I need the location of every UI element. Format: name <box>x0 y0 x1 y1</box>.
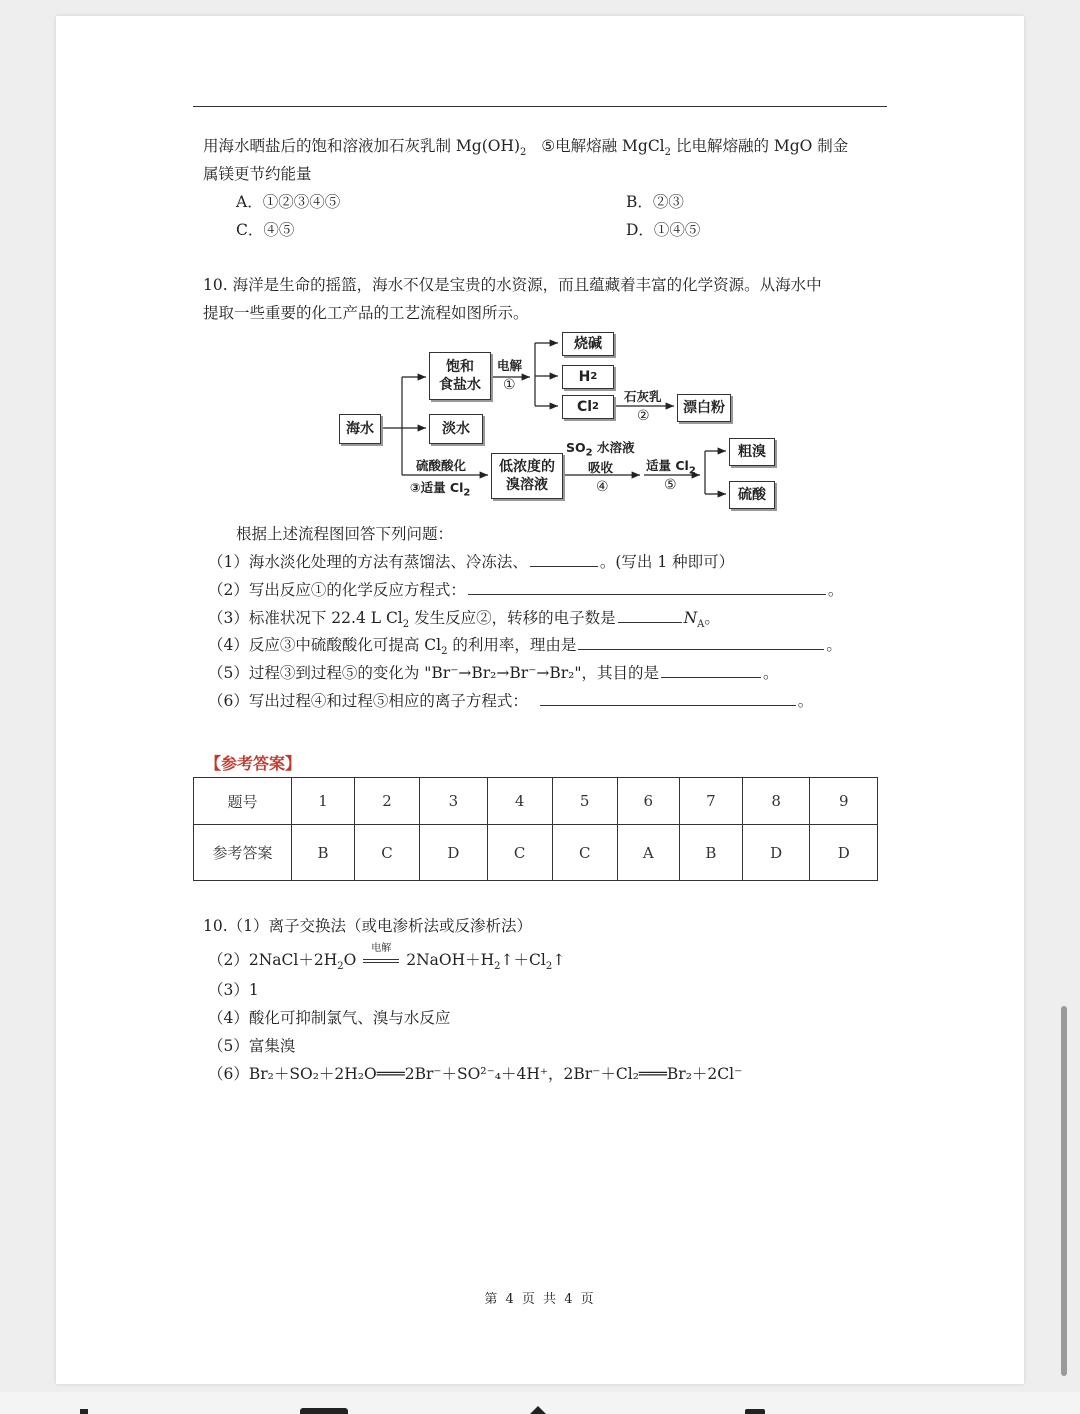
number-cell: 7 <box>679 778 742 825</box>
answer-cell: D <box>420 825 488 881</box>
number-cell: 8 <box>742 778 810 825</box>
answer-value-row <box>194 825 878 881</box>
answer-cell: C <box>552 825 617 881</box>
box-freshwater: 淡水 <box>429 414 483 444</box>
question-3: （3）标准状况下 22.4 L $Cl_2$ 发生反应②，转移的电子数是 $N_A$。 <box>208 609 720 631</box>
question-1: （1）海水淡化处理的方法有蒸馏法、冷冻法、 。(写出 1 种即可） <box>208 553 735 571</box>
answer-header-row <box>194 778 878 825</box>
header-label-cell: 题号 <box>194 778 292 825</box>
question-2: （2）写出反应①的化学反应方程式： 。 <box>208 581 844 599</box>
label-acidify: 硫酸酸化 <box>416 458 467 473</box>
label-so2-solution: $SO_2$ 水溶液 <box>566 440 635 459</box>
question-4: （4）反应③中硫酸酸化可提高 $Cl_2$ 的利用率，理由是 。 <box>208 636 842 658</box>
label-absorb: 吸收 <box>588 460 614 475</box>
solution-3: （3）1 <box>208 981 259 999</box>
number-cell: 6 <box>617 778 679 825</box>
box-bleach: 漂白粉 <box>677 394 731 422</box>
box-caustic-soda: 烧碱 <box>562 332 614 356</box>
answer-cell: B <box>679 825 742 881</box>
home-icon[interactable] <box>530 1406 546 1414</box>
answer-cell: A <box>617 825 679 881</box>
question-6: （6）写出过程④和过程⑤相应的离子方程式： 。 <box>208 692 814 710</box>
label-step4: ④ <box>596 479 609 495</box>
scrollbar[interactable] <box>1061 1006 1067 1376</box>
menu-icon[interactable] <box>745 1409 765 1414</box>
answer-cell: B <box>292 825 355 881</box>
q10-line2: 提取一些重要的化工产品的工艺流程如图所示。 <box>203 304 529 322</box>
number-cell: 2 <box>355 778 420 825</box>
q9-line1: 用海水晒盐后的饱和溶液加石灰乳制 $Mg(OH)_2$ ⑤电解熔融 MgCl$_2$ 比电解熔融的 MgO 制金 <box>203 137 849 159</box>
box-cl2: Cl 2 <box>562 395 614 419</box>
number-cell: 9 <box>810 778 878 825</box>
solution-6: （6）Br₂＋SO₂＋2H₂O═══2Br⁻＋SO²⁻₄＋4H⁺，2Br⁻＋Cl₂═══Br₂＋2Cl⁻ <box>208 1065 743 1083</box>
solution-5: （5）富集溴 <box>208 1037 296 1055</box>
q9-option-c: C．④⑤ <box>236 221 295 239</box>
label-step3: ③适量 $Cl_2$ <box>410 480 471 499</box>
answer-cell: D <box>742 825 810 881</box>
question-5: （5）过程③到过程⑤的变化为 "Br⁻→Br₂→Br⁻→Br₂"，其目的是 。 <box>208 664 779 682</box>
label-step1: ① <box>503 377 516 393</box>
answer-cell: C <box>487 825 552 881</box>
q10-line1: 10. 海洋是生命的摇篮，海水不仅是宝贵的水资源，而且蕴藏着丰富的化学资源。从海水中 <box>203 276 822 294</box>
label-step2: ② <box>637 408 650 424</box>
row-label-cell: 参考答案 <box>194 825 292 881</box>
number-cell: 5 <box>552 778 617 825</box>
q9-option-d: D．①④⑤ <box>626 221 701 239</box>
q9-option-b: B．②③ <box>626 193 684 211</box>
number-cell: 1 <box>292 778 355 825</box>
label-cl2-amount: 适量 $Cl_2$ <box>646 458 696 477</box>
solution-1: 10.（1）离子交换法（或电渗析法或反渗析法） <box>203 917 533 935</box>
number-cell: 4 <box>487 778 552 825</box>
flow-arrows <box>0 0 1080 520</box>
questions-intro: 根据上述流程图回答下列问题： <box>236 525 454 543</box>
solution-2: $(2)2NaCl+2H_2O$ 电解 $2NaOH+H_2↑+Cl_2↑$ <box>208 948 565 972</box>
answer-table <box>193 777 878 881</box>
box-crude-bromine: 粗溴 <box>729 438 775 466</box>
label-step5: ⑤ <box>664 477 677 493</box>
box-seawater: 海水 <box>339 414 381 444</box>
box-low-bromine: 低浓度的 溴溶液 <box>491 453 563 499</box>
box-brine: 饱和 食盐水 <box>429 352 491 400</box>
answer-cell: C <box>355 825 420 881</box>
answer-title: 【参考答案】 <box>205 754 302 773</box>
box-h2: H 2 <box>562 365 614 389</box>
number-cell: 3 <box>420 778 488 825</box>
electrolysis-condition: 电解 <box>371 943 392 954</box>
label-electrolysis: 电解 <box>497 358 523 373</box>
label-lime-milk: 石灰乳 <box>624 389 662 404</box>
back-icon[interactable] <box>80 1409 88 1414</box>
tabs-icon[interactable] <box>300 1408 348 1414</box>
q9-line2: 属镁更节约能量 <box>203 165 312 183</box>
page-footer: 第 4 页 共 4 页 <box>484 1292 596 1307</box>
q9-option-a: A．①②③④⑤ <box>236 193 341 211</box>
box-sulfuric-acid: 硫酸 <box>729 481 775 509</box>
answer-cell: D <box>810 825 878 881</box>
solution-4: （4）酸化可抑制氯气、溴与水反应 <box>208 1009 451 1027</box>
